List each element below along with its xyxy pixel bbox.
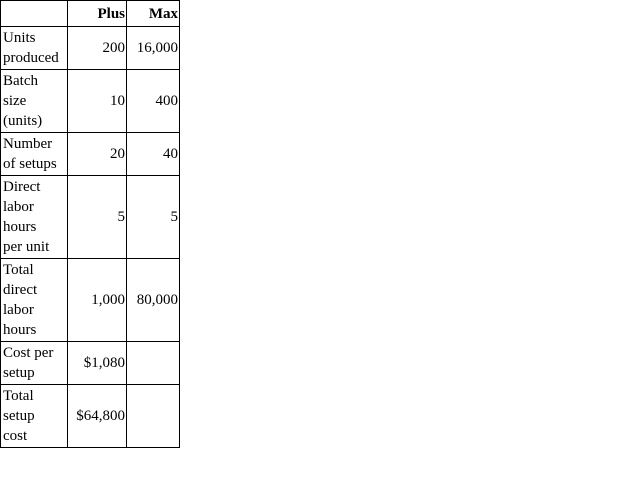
label-line: per unit — [3, 239, 50, 255]
row-label-units-produced — [1, 27, 68, 70]
row-direct-labor-hours-per-unit — [1, 176, 180, 259]
label-line: Direct — [3, 179, 41, 195]
row-label-direct-labor-hours-per-unit — [1, 176, 68, 259]
cell-max-number-of-setups: 40 — [127, 133, 180, 176]
label-line: hours — [3, 219, 37, 235]
header-row — [1, 1, 180, 27]
row-label-batch-size — [1, 70, 68, 133]
label-line: Total — [3, 388, 34, 404]
label-line: (units) — [3, 113, 43, 129]
cell-plus-cost-per-setup: $1,080 — [68, 342, 127, 385]
cell-plus-total-direct-labor-hours: 1,000 — [68, 259, 127, 342]
cell-plus-units-produced: 200 — [68, 27, 127, 70]
label-line: direct — [3, 282, 38, 298]
cell-max-batch-size: 400 — [127, 70, 180, 133]
row-total-direct-labor-hours — [1, 259, 180, 342]
cell-max-cost-per-setup — [127, 342, 180, 385]
cell-max-total-setup-cost — [127, 385, 180, 448]
label-line: Cost per — [3, 345, 54, 361]
row-label-total-direct-labor-hours — [1, 259, 68, 342]
row-label-total-setup-cost — [1, 385, 68, 448]
label-line: size — [3, 93, 27, 109]
label-line: setup — [3, 408, 35, 424]
row-cost-per-setup — [1, 342, 180, 385]
header-corner-cell — [1, 1, 68, 27]
setup-cost-table — [0, 0, 180, 448]
header-max: Max — [127, 1, 180, 27]
cell-plus-number-of-setups: 20 — [68, 133, 127, 176]
label-line: labor — [3, 302, 34, 318]
label-line: Number — [3, 136, 53, 152]
label-line: labor — [3, 199, 34, 215]
label-line: Total — [3, 262, 34, 278]
label-line: Units — [3, 30, 36, 46]
cell-plus-total-setup-cost: $64,800 — [68, 385, 127, 448]
cell-plus-direct-labor-hours-per-unit: 5 — [68, 176, 127, 259]
cell-plus-batch-size: 10 — [68, 70, 127, 133]
header-plus: Plus — [68, 1, 127, 27]
cell-max-total-direct-labor-hours: 80,000 — [127, 259, 180, 342]
label-line: hours — [3, 322, 37, 338]
row-label-cost-per-setup — [1, 342, 68, 385]
cell-max-units-produced: 16,000 — [127, 27, 180, 70]
row-total-setup-cost — [1, 385, 180, 448]
row-number-of-setups — [1, 133, 180, 176]
label-line: cost — [3, 428, 28, 444]
label-line: Batch — [3, 73, 38, 89]
cell-max-direct-labor-hours-per-unit: 5 — [127, 176, 180, 259]
label-line: produced — [3, 50, 59, 66]
row-units-produced — [1, 27, 180, 70]
row-label-number-of-setups — [1, 133, 68, 176]
label-line: of setups — [3, 156, 57, 172]
label-line: setup — [3, 365, 35, 381]
row-batch-size — [1, 70, 180, 133]
